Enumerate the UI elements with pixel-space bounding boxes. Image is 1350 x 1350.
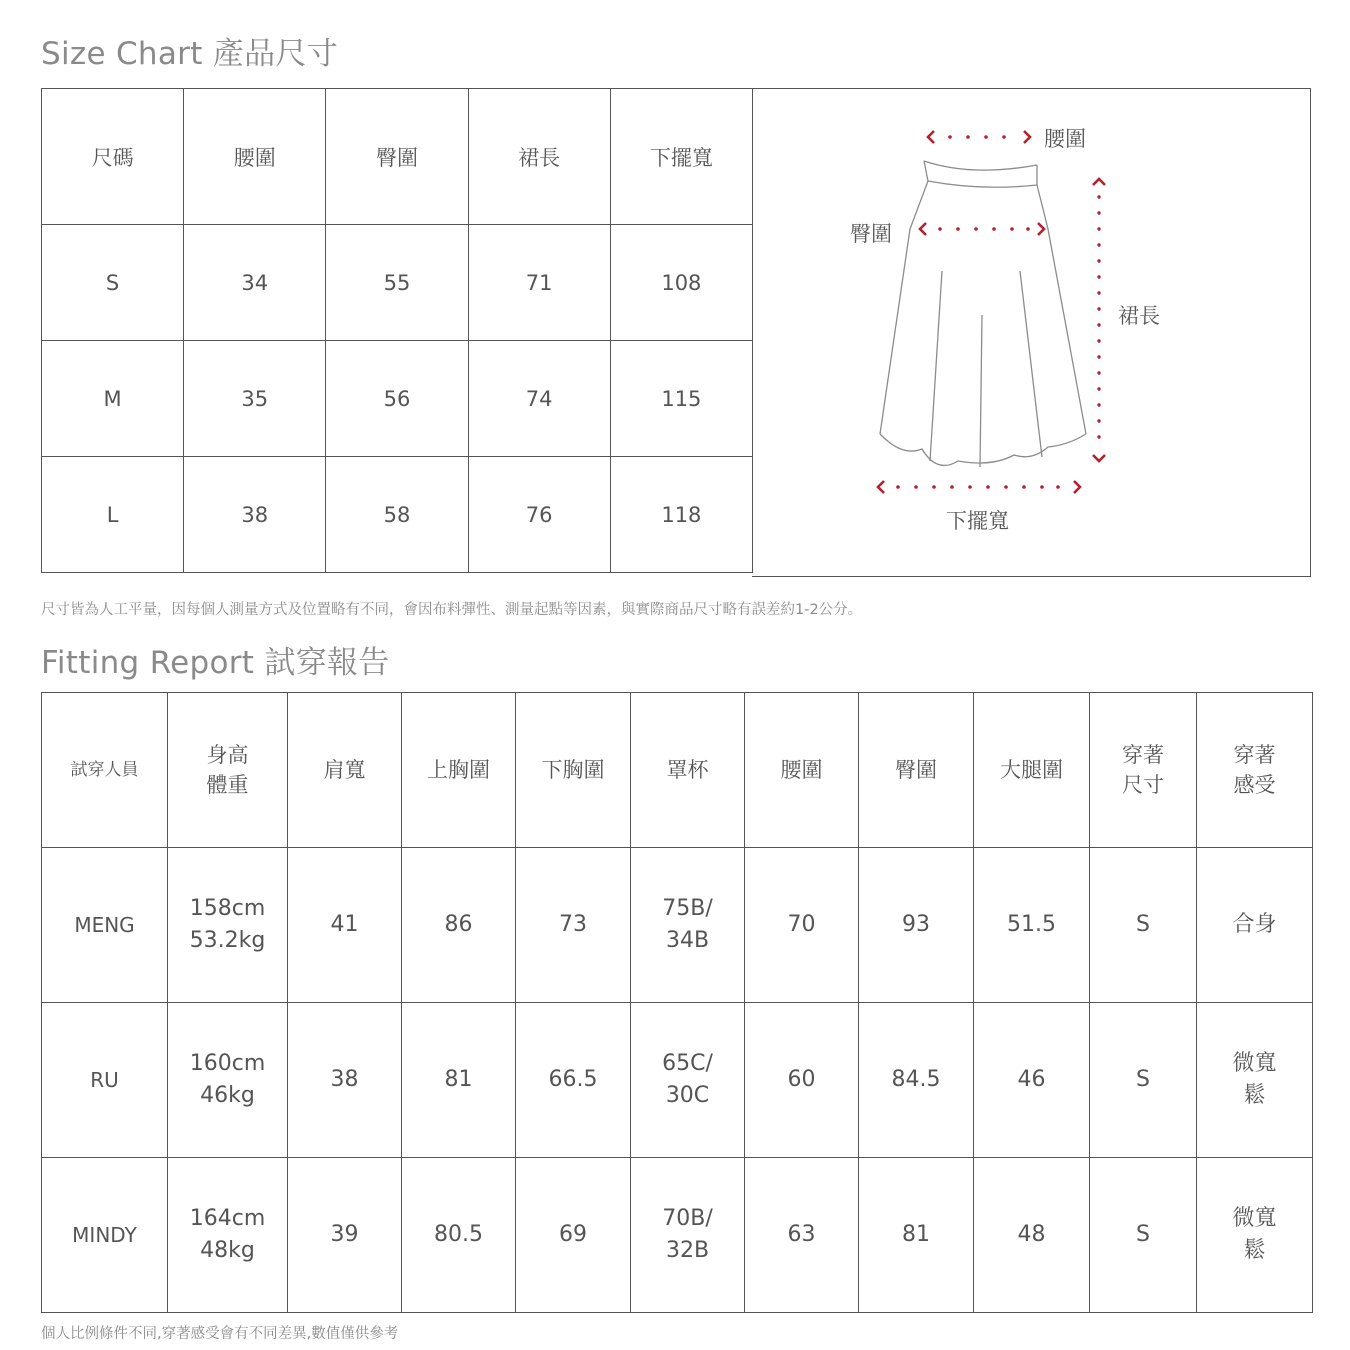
table-cell: 74 bbox=[468, 341, 610, 457]
feel-line: 微寬 bbox=[1232, 1051, 1277, 1077]
size-chart-note: 尺寸皆為人工平量，因每個人測量方式及位置略有不同，會因布料彈性、測量起點等因素，與實際商品尺寸略有誤差約1-2公分。 bbox=[41, 602, 863, 618]
header-cell bbox=[1197, 693, 1313, 848]
hip-cell: 93 bbox=[859, 848, 974, 1003]
skirt-measurement-diagram bbox=[752, 88, 1311, 577]
length-arrow bbox=[1093, 179, 1105, 461]
table-row bbox=[42, 848, 1313, 1003]
table-cell: 55 bbox=[326, 225, 468, 341]
feel-line: 合身 bbox=[1232, 912, 1277, 938]
table-row bbox=[42, 1003, 1313, 1158]
cup-cell bbox=[631, 1003, 745, 1158]
header-cell: 尺碼 bbox=[42, 89, 184, 225]
size-chart-title: Size Chart 產品尺寸 bbox=[41, 36, 339, 72]
feel-line: 鬆 bbox=[1243, 1083, 1266, 1108]
cup-line: 30C bbox=[665, 1083, 710, 1108]
under-bust-cell: 66.5 bbox=[516, 1003, 631, 1158]
header-cell: 試穿人員 bbox=[42, 693, 168, 848]
header-cell bbox=[168, 693, 288, 848]
header-cell: 上胸圍 bbox=[402, 693, 516, 848]
table-row bbox=[42, 1158, 1313, 1313]
waist-cell: 60 bbox=[745, 1003, 859, 1158]
upper-bust-cell: 80.5 bbox=[402, 1158, 516, 1313]
thigh-cell: 48 bbox=[974, 1158, 1090, 1313]
cup-line: 65C/ bbox=[662, 1051, 713, 1077]
cup-line: 70B/ bbox=[662, 1206, 713, 1232]
header-line: 穿著 bbox=[1233, 742, 1276, 767]
table-cell: 115 bbox=[610, 341, 752, 457]
header-cell: 臀圍 bbox=[326, 89, 468, 225]
waist-arrow bbox=[928, 131, 1030, 143]
waist-label: 腰圍 bbox=[1044, 127, 1086, 151]
upper-bust-cell: 86 bbox=[402, 848, 516, 1003]
skirt-outline bbox=[880, 161, 1086, 467]
table-cell: 34 bbox=[184, 225, 326, 341]
cup-line: 75B/ bbox=[662, 896, 713, 922]
table-cell: 56 bbox=[326, 341, 468, 457]
shoulder-cell: 39 bbox=[288, 1158, 402, 1313]
thigh-cell: 46 bbox=[974, 1003, 1090, 1158]
skirt-illustration bbox=[752, 89, 1311, 578]
size-cell: S bbox=[1090, 848, 1197, 1003]
header-cell: 腰圍 bbox=[184, 89, 326, 225]
cup-line: 32B bbox=[665, 1238, 710, 1263]
weight: 48kg bbox=[200, 1238, 255, 1263]
under-bust-cell: 73 bbox=[516, 848, 631, 1003]
weight: 53.2kg bbox=[189, 928, 266, 953]
feel-cell bbox=[1197, 1158, 1313, 1313]
hem-arrow bbox=[878, 481, 1080, 493]
feel-line: 微寬 bbox=[1232, 1206, 1277, 1232]
shoulder-cell: 41 bbox=[288, 848, 402, 1003]
hip-arrow bbox=[920, 223, 1044, 235]
size-chart-table bbox=[41, 88, 753, 573]
hem-label: 下擺寬 bbox=[946, 509, 1009, 533]
table-cell: M bbox=[42, 341, 184, 457]
height: 158cm bbox=[189, 896, 266, 922]
cup-line: 34B bbox=[665, 928, 710, 953]
header-cell: 腰圍 bbox=[745, 693, 859, 848]
height: 160cm bbox=[189, 1051, 266, 1077]
shoulder-cell: 38 bbox=[288, 1003, 402, 1158]
table-cell: 108 bbox=[610, 225, 752, 341]
size-cell: S bbox=[1090, 1003, 1197, 1158]
tester-name: RU bbox=[42, 1003, 168, 1158]
fitting-report-title: Fitting Report 試穿報告 bbox=[41, 645, 390, 681]
header-line: 穿著 bbox=[1122, 742, 1164, 767]
header-cell bbox=[1090, 693, 1197, 848]
length-label: 裙長 bbox=[1118, 304, 1160, 328]
table-cell: 118 bbox=[610, 457, 752, 573]
header-cell: 臀圍 bbox=[859, 693, 974, 848]
table-cell: 35 bbox=[184, 341, 326, 457]
waist-cell: 63 bbox=[745, 1158, 859, 1313]
table-cell: 71 bbox=[468, 225, 610, 341]
height-weight-cell bbox=[168, 1158, 288, 1313]
header-cell: 大腿圍 bbox=[974, 693, 1090, 848]
feel-line: 鬆 bbox=[1243, 1238, 1266, 1263]
header-line: 尺寸 bbox=[1122, 773, 1164, 797]
fitting-report-note: 個人比例條件不同,穿著感受會有不同差異,數值僅供參考 bbox=[41, 1326, 399, 1342]
tester-name: MENG bbox=[42, 848, 168, 1003]
tester-name: MINDY bbox=[42, 1158, 168, 1313]
hip-label: 臀圍 bbox=[850, 222, 892, 246]
feel-cell bbox=[1197, 1003, 1313, 1158]
cup-cell bbox=[631, 848, 745, 1003]
size-cell: S bbox=[1090, 1158, 1197, 1313]
table-row bbox=[42, 457, 753, 573]
upper-bust-cell: 81 bbox=[402, 1003, 516, 1158]
header-cell: 肩寬 bbox=[288, 693, 402, 848]
header-cell: 下胸圍 bbox=[516, 693, 631, 848]
waist-cell: 70 bbox=[745, 848, 859, 1003]
fitting-header-row bbox=[42, 693, 1313, 848]
height-weight-cell bbox=[168, 1003, 288, 1158]
table-row bbox=[42, 225, 753, 341]
weight: 46kg bbox=[200, 1083, 255, 1108]
header-line: 感受 bbox=[1233, 773, 1276, 797]
under-bust-cell: 69 bbox=[516, 1158, 631, 1313]
hip-cell: 84.5 bbox=[859, 1003, 974, 1158]
table-cell: S bbox=[42, 225, 184, 341]
thigh-cell: 51.5 bbox=[974, 848, 1090, 1003]
size-chart-header-row bbox=[42, 89, 753, 225]
header-line: 身高 bbox=[206, 742, 249, 767]
hip-cell: 81 bbox=[859, 1158, 974, 1313]
table-cell: 58 bbox=[326, 457, 468, 573]
table-cell: L bbox=[42, 457, 184, 573]
fitting-report-table bbox=[41, 692, 1313, 1313]
table-cell: 76 bbox=[468, 457, 610, 573]
height-weight-cell bbox=[168, 848, 288, 1003]
cup-cell bbox=[631, 1158, 745, 1313]
header-cell: 罩杯 bbox=[631, 693, 745, 848]
header-cell: 裙長 bbox=[468, 89, 610, 225]
height: 164cm bbox=[189, 1206, 266, 1232]
header-cell: 下擺寬 bbox=[610, 89, 752, 225]
header-line: 體重 bbox=[206, 773, 249, 797]
feel-cell bbox=[1197, 848, 1313, 1003]
table-row bbox=[42, 341, 753, 457]
table-cell: 38 bbox=[184, 457, 326, 573]
